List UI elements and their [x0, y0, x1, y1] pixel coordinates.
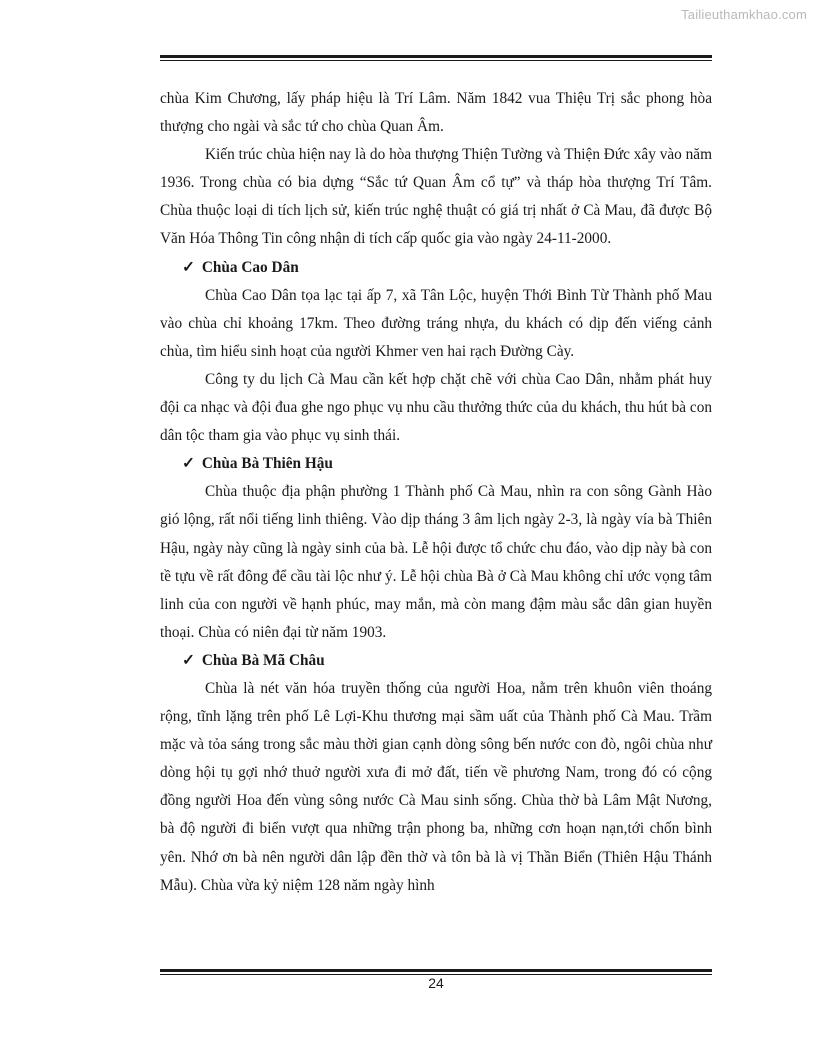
checkmark-icon: ✓ [182, 651, 195, 669]
section-heading [160, 254, 712, 282]
paragraph: Chùa Cao Dân tọa lạc tại ấp 7, xã Tân Lộc, huyện Thới Bình Từ Thành phố Mau vào chùa chỉ khoảng 17km. Theo đường tráng nhựa, du khách có dịp đến viếng cảnh chùa, tìm hiểu sinh hoạt của người Khmer ven hai rạch Đường Cày. [160, 286, 712, 360]
section-heading [160, 647, 712, 675]
section-heading [160, 450, 712, 478]
paragraph: chùa Kim Chương, lấy pháp hiệu là Trí Lâm. Năm 1842 vua Thiệu Trị sắc phong hòa thượng cho ngài và sắc tứ cho chùa Quan Âm. [160, 90, 712, 136]
section-heading-text: Chùa Bà Mã Châu [201, 651, 325, 669]
watermark-text: Tailieuthamkhao.com [681, 7, 807, 22]
paragraph: Chùa là nét văn hóa truyền thống của người Hoa, nằm trên khuôn viên thoáng rộng, tĩnh lặng trên phố Lê Lợi-Khu thương mại sầm uất của Thành phố Cà Mau. Trầm mặc và tỏa sáng trong sắc màu thời gian cạnh dòng sông bến nước con đò, ngôi chùa như dòng hội tụ gợi nhớ thuở người xưa đi mở đất, tiến về phương Nam, trong đó có cộng đồng người Hoa đến vùng sông nước Cà Mau sinh sống. Chùa thờ bà Lâm Mật Nương, bà độ người đi biển vượt qua những trận phong ba, những cơn hoạn nạn,tới chốn bình yên. Nhớ ơn bà nên người dân lập đền thờ và tôn bà là vị Thần Biển (Thiên Hậu Thánh Mẫu). Chùa vừa kỷ niệm 128 năm ngày hình [160, 679, 712, 894]
paragraph: Kiến trúc chùa hiện nay là do hòa thượng Thiện Tường và Thiện Đức xây vào năm 1936. Trong chùa có bia dựng “Sắc tứ Quan Âm cổ tự” và tháp hòa thượng Trí Tâm. Chùa thuộc loại di tích lịch sử, kiến trúc nghệ thuật có giá trị nhất ở Cà Mau, đã được Bộ Văn Hóa Thông Tin công nhận di tích cấp quốc gia vào ngày 24-11-2000. [160, 146, 712, 248]
header-rule [160, 55, 712, 61]
paragraph: Công ty du lịch Cà Mau cần kết hợp chặt chẽ với chùa Cao Dân, nhằm phát huy đội ca nhạc và đội đua ghe ngo phục vụ nhu cầu thưởng thức của du khách, thu hút bà con dân tộc tham gia vào phục vụ sinh thái. [160, 370, 712, 445]
page-number: 24 [428, 975, 444, 991]
checkmark-icon: ✓ [182, 258, 195, 276]
paragraph: Chùa thuộc địa phận phường 1 Thành phố Cà Mau, nhìn ra con sông Gành Hào gió lộng, rất nổi tiếng linh thiêng. Vào dịp tháng 3 âm lịch ngày 2-3, là ngày vía bà Thiên Hậu, ngày này cũng là ngày sinh của bà. Lễ hội được tổ chức chu đáo, vào dịp này bà con tề tựu về rất đông để cầu tài lộc như ý. Lễ hội chùa Bà ở Cà Mau không chỉ ước vọng tâm linh của con người về hạnh phúc, may mắn, mà còn mang đậm màu sắc dân gian huyền thoại. Chùa có niên đại từ năm 1903. [160, 483, 712, 641]
checkmark-icon: ✓ [182, 455, 195, 473]
section-heading-text: Chùa Bà Thiên Hậu [201, 455, 333, 473]
section-heading-text: Chùa Cao Dân [201, 258, 299, 276]
page-body [160, 85, 712, 900]
